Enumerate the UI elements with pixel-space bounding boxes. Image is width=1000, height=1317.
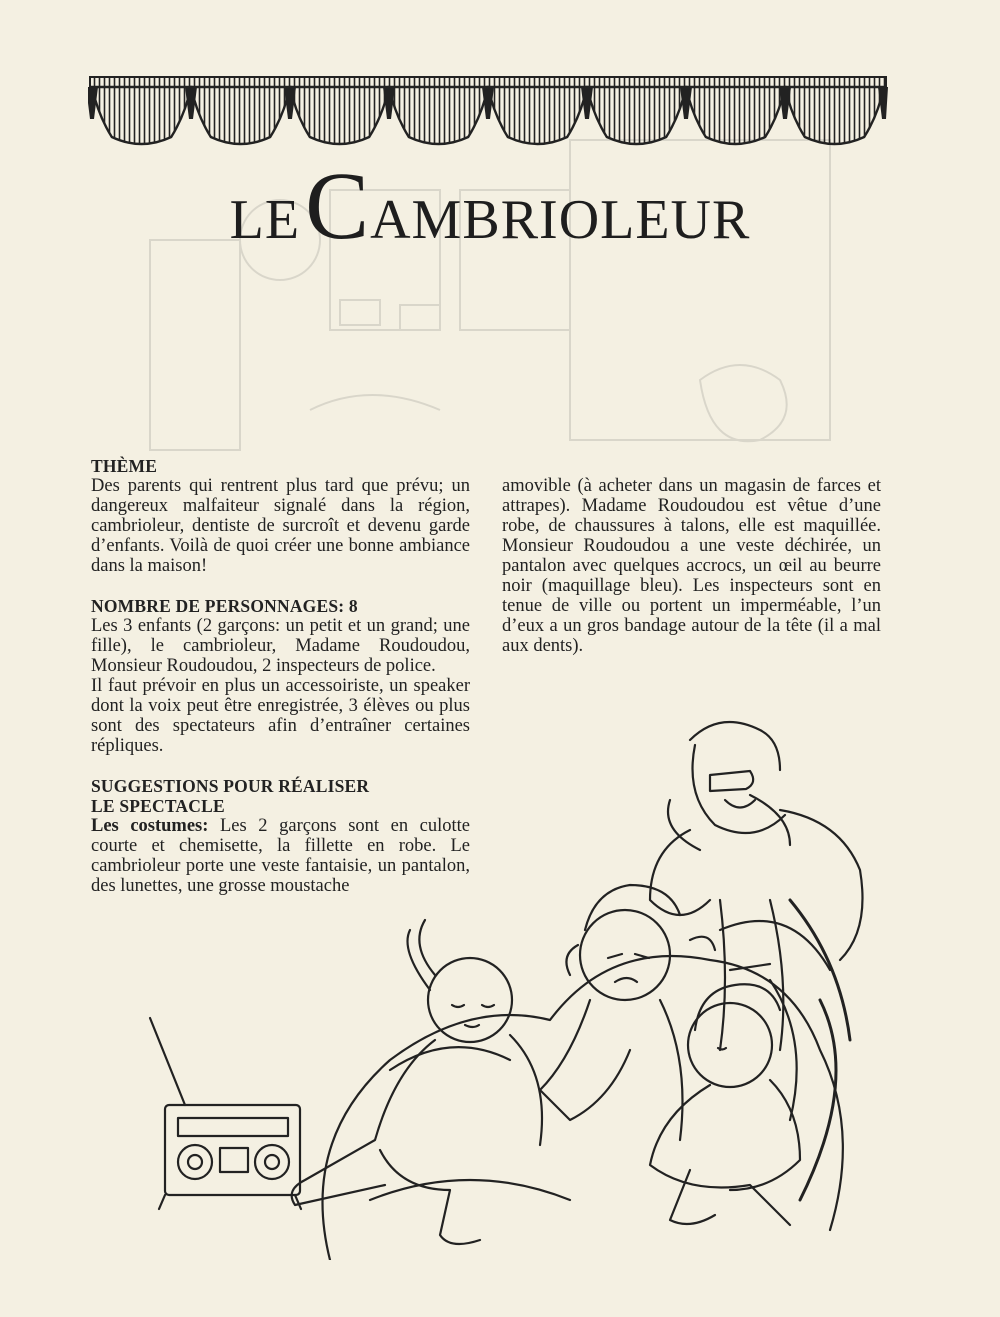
page-title — [0, 152, 980, 259]
characters-text: Les 3 enfants (2 garçons: un petit et un grand; une fille), le cambrioleur, Madame Roudoudou, Monsieur Roudoudou, 2 inspecteurs de police. — [91, 616, 470, 676]
curtain-swag — [290, 87, 389, 144]
burglar-children-illustration — [130, 700, 890, 1260]
curtain-swag — [191, 87, 290, 144]
curtain-swag — [389, 87, 488, 144]
costumes-continued: amovible (à acheter dans un magasin de farces et attrapes). Madame Roudoudou est vêtue d’une robe, de chaussures à talons, elle est maquillée. Monsieur Roudoudou a une veste déchirée, un pantalon avec quelques accrocs, un œil au beurre noir (maquillage bleu). Les inspecteurs sont en tenue de ville ou portent un imperméable, l’un d’eux a un gros bandage autour de la tête (il a mal aux dents). — [502, 476, 881, 656]
curtain-swag — [686, 87, 785, 144]
suggestions-heading-line1: SUGGESTIONS POUR RÉALISER — [91, 776, 370, 796]
suggestions-heading-line2: LE SPECTACLE — [91, 796, 225, 816]
theme-heading: THÈME — [91, 456, 158, 476]
curtain-valance — [88, 75, 888, 155]
extra-roles-text: Il faut prévoir en plus un accessoiriste, un speaker dont la voix peut être enregistrée, 3 élèves ou plus sont des spectateurs afin d’entraîner certaines répliques. — [91, 676, 470, 756]
title-initial: C — [305, 152, 371, 259]
title-first-word: LE — [229, 189, 301, 251]
curtain-swag — [785, 87, 884, 144]
curtain-swag — [92, 87, 191, 144]
characters-heading: NOMBRE DE PERSONNAGES: 8 — [91, 596, 358, 616]
title-rest: AMBRIOLEUR — [370, 189, 751, 251]
right-column — [502, 476, 881, 656]
costumes-label: Les costumes: — [91, 816, 209, 836]
costumes-text: Les 2 garçons sont en culotte courte et chemisette, la fillette en robe. Le cambrioleur porte une veste fantaisie, un pantalon, des lunettes, une grosse moustache — [91, 816, 471, 896]
curtain-swag — [488, 87, 587, 144]
curtain-swag — [587, 87, 686, 144]
theme-text: Des parents qui rentrent plus tard que prévu; un dangereux malfaiteur signalé dans la région, cambrioleur, dentiste de surcroît et devenu garde d’enfants. Voilà de quoi créer une bonne ambiance dans la maison! — [91, 476, 470, 576]
